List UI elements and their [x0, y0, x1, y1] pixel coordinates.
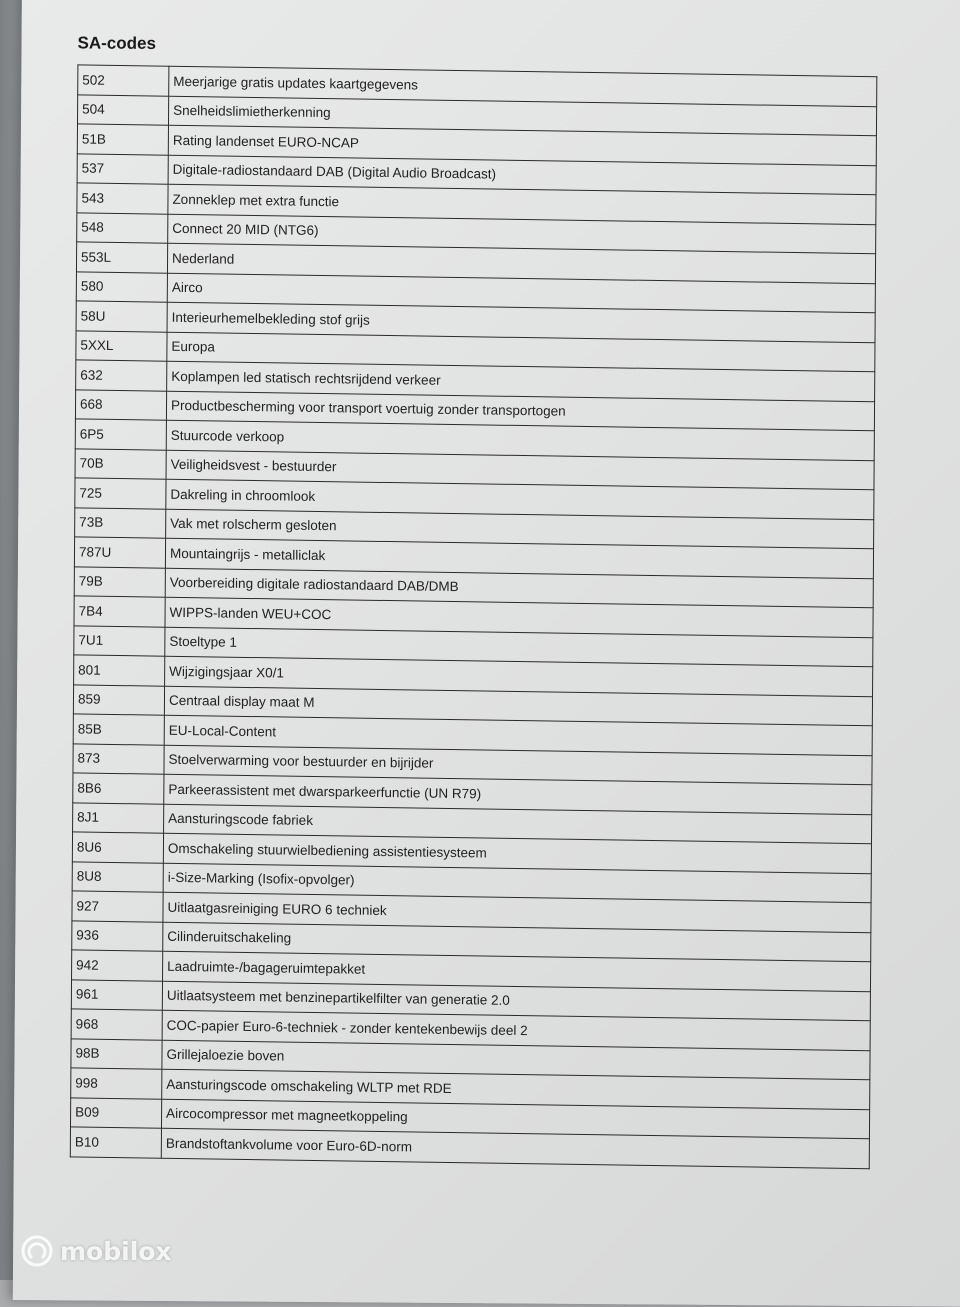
- sa-description: Koplampen led statisch rechtsrijdend verkeer: [167, 361, 875, 401]
- sa-code: 73B: [75, 507, 166, 538]
- sa-code: 543: [77, 183, 168, 214]
- sa-description: Uitlaatsysteem met benzinepartikelfilter van generatie 2.0: [162, 981, 870, 1021]
- sa-description: Parkeerassistent met dwarsparkeerfunctie (UN R79): [164, 774, 872, 814]
- sa-description: Brandstoftankvolume voor Euro-6D-norm: [161, 1128, 869, 1168]
- sa-code: 8J1: [73, 802, 164, 833]
- sa-description: COC-papier Euro-6-techniek - zonder kentekenbewijs deel 2: [162, 1010, 870, 1050]
- sa-description: i-Size-Marking (Isofix-opvolger): [163, 863, 871, 903]
- sa-code: 7U1: [74, 625, 165, 656]
- sa-code: 7B4: [74, 596, 165, 627]
- sa-description: Stoeltype 1: [165, 627, 873, 667]
- sa-description: Wijzigingsjaar X0/1: [165, 656, 873, 696]
- sa-description: Uitlaatgasreiniging EURO 6 techniek: [163, 892, 871, 932]
- sa-description: Airco: [167, 273, 875, 313]
- sa-description: Vak met rolscherm gesloten: [166, 509, 874, 549]
- sa-description: Nederland: [167, 243, 875, 283]
- page-title: SA-codes: [77, 33, 157, 53]
- sa-code: 502: [78, 65, 169, 96]
- sa-code: 548: [77, 212, 168, 243]
- sa-code: 632: [76, 360, 167, 391]
- sa-description: Aansturingscode omschakeling WLTP met RDE: [162, 1069, 870, 1109]
- document-content: [70, 32, 878, 1162]
- sa-code: 859: [73, 684, 164, 715]
- sa-code: 79B: [74, 566, 165, 597]
- sa-description: Dakreling in chroomlook: [166, 479, 874, 519]
- sa-description: Grillejaloezie boven: [162, 1040, 870, 1080]
- sa-description: Omschakeling stuurwielbediening assistentiesysteem: [163, 833, 871, 873]
- paper-sheet: [13, 0, 960, 1307]
- sa-description: Connect 20 MID (NTG6): [168, 214, 876, 254]
- sa-description: Zonneklep met extra functie: [168, 184, 876, 224]
- sa-code: 85B: [73, 714, 164, 745]
- mobilox-logo-icon: [20, 1234, 54, 1268]
- sa-code: 927: [72, 891, 163, 922]
- sa-description: Digitale-radiostandaard DAB (Digital Audio Broadcast): [168, 155, 876, 195]
- sa-description: Voorbereiding digitale radiostandaard DAB/DMB: [165, 568, 873, 608]
- sa-description: Centraal display maat M: [164, 686, 872, 726]
- sa-code: 504: [77, 94, 168, 125]
- sa-description: Aircocompressor met magneetkoppeling: [161, 1099, 869, 1139]
- sa-code: 961: [71, 979, 162, 1010]
- sa-code: 537: [77, 153, 168, 184]
- sa-description: Stoelverwarming voor bestuurder en bijrijder: [164, 745, 872, 785]
- sa-code: 968: [71, 1009, 162, 1040]
- sa-code: 668: [75, 389, 166, 420]
- watermark: [20, 1232, 172, 1270]
- sa-description: Interieurhemelbekleding stof grijs: [167, 302, 875, 342]
- sa-code: 787U: [74, 537, 165, 568]
- sa-description: Stuurcode verkoop: [166, 420, 874, 460]
- sa-description: Meerjarige gratis updates kaartgegevens: [169, 66, 877, 106]
- sa-code: B09: [70, 1097, 161, 1128]
- sa-description: Cilinderuitschakeling: [163, 922, 871, 962]
- sa-code: B10: [70, 1127, 161, 1158]
- sa-code: 58U: [76, 301, 167, 332]
- sa-code: 580: [76, 271, 167, 302]
- sa-description: Veiligheidsvest - bestuurder: [166, 450, 874, 490]
- sa-codes-table: [70, 64, 878, 1168]
- sa-description: WIPPS-landen WEU+COC: [165, 597, 873, 637]
- sa-code: 553L: [76, 242, 167, 273]
- watermark-text: mobilox: [60, 1236, 172, 1266]
- sa-description: EU-Local-Content: [164, 715, 872, 755]
- sa-code: 998: [71, 1068, 162, 1099]
- sa-code: 8B6: [73, 773, 164, 804]
- sa-code: 70B: [75, 448, 166, 479]
- sa-code: 5XXL: [76, 330, 167, 361]
- sa-code: 8U8: [72, 861, 163, 892]
- sa-code: 98B: [71, 1038, 162, 1069]
- sa-code: 6P5: [75, 419, 166, 450]
- sa-code: 936: [72, 920, 163, 951]
- sa-code: 725: [75, 478, 166, 509]
- sa-description: Mountaingrijs - metalliclak: [165, 538, 873, 578]
- sa-code: 8U6: [72, 832, 163, 863]
- sa-description: Snelheidslimietherkenning: [168, 96, 876, 136]
- sa-description: Europa: [167, 332, 875, 372]
- sa-code: 801: [74, 655, 165, 686]
- sa-code: 942: [72, 950, 163, 981]
- sa-description: Rating landenset EURO-NCAP: [168, 125, 876, 165]
- sa-code: 873: [73, 743, 164, 774]
- sa-description: Productbescherming voor transport voertuig zonder transportogen: [166, 391, 874, 431]
- sa-code: 51B: [77, 124, 168, 155]
- sa-codes-table-body: [70, 65, 877, 1168]
- sa-description: Laadruimte-/bagageruimtepakket: [163, 951, 871, 991]
- sa-description: Aansturingscode fabriek: [164, 804, 872, 844]
